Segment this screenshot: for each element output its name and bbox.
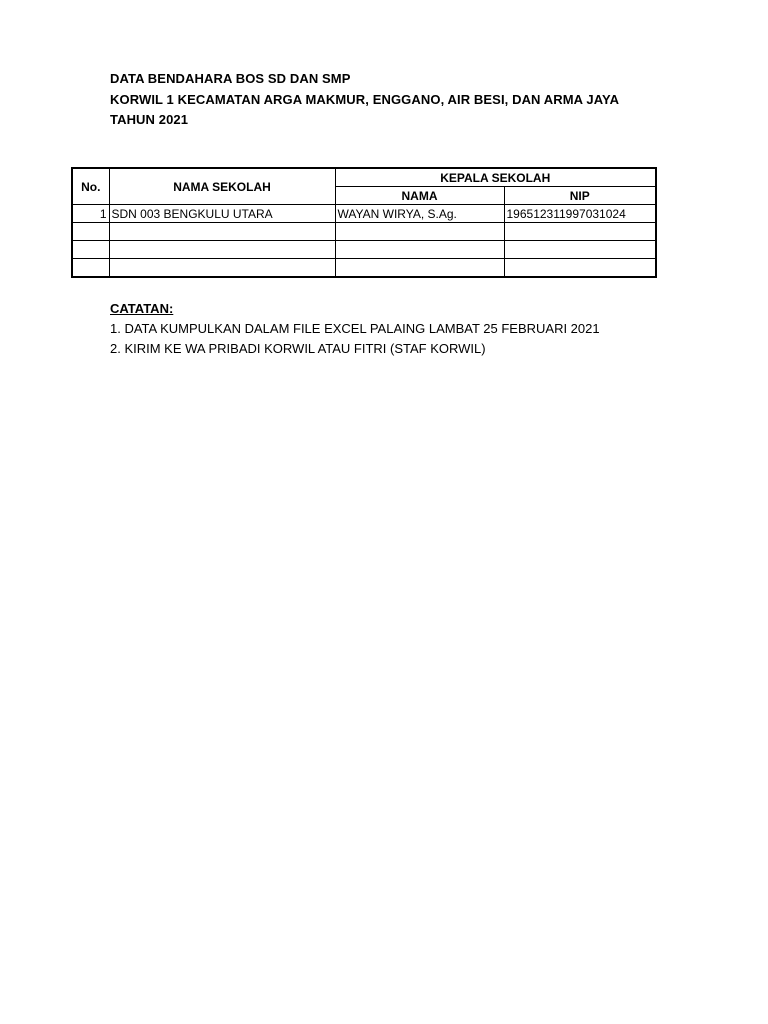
cell-nama (335, 223, 504, 241)
note-item: 2. KIRIM KE WA PRIBADI KORWIL ATAU FITRI (STAF KORWIL) (110, 341, 486, 356)
cell-nip (504, 241, 656, 259)
cell-no (72, 259, 109, 278)
document-year: TAHUN 2021 (110, 112, 189, 127)
cell-nip (504, 223, 656, 241)
cell-no: 1 (72, 205, 109, 223)
table-row (72, 241, 656, 259)
cell-nama-sekolah: SDN 003 BENGKULU UTARA (109, 205, 335, 223)
header-nama: NAMA (335, 187, 504, 205)
header-no: No. (72, 168, 109, 205)
document-subtitle: KORWIL 1 KECAMATAN ARGA MAKMUR, ENGGANO, AIR BESI, DAN ARMA JAYA (110, 92, 620, 107)
table-row (72, 205, 656, 223)
note-item: 1. DATA KUMPULKAN DALAM FILE EXCEL PALAING LAMBAT 25 FEBRUARI 2021 (110, 321, 600, 336)
cell-nama: WAYAN WIRYA, S.Ag. (335, 205, 504, 223)
header-kepala-sekolah: KEPALA SEKOLAH (335, 168, 656, 187)
cell-nama-sekolah (109, 241, 335, 259)
cell-nama (335, 241, 504, 259)
cell-no (72, 223, 109, 241)
table-header-row (72, 168, 656, 187)
table-row (72, 259, 656, 278)
cell-nama-sekolah (109, 223, 335, 241)
cell-nama (335, 259, 504, 278)
cell-no (72, 241, 109, 259)
table-row (72, 223, 656, 241)
cell-nama-sekolah (109, 259, 335, 278)
notes-section (110, 299, 600, 359)
header-nama-sekolah: NAMA SEKOLAH (109, 168, 335, 205)
cell-nip: 196512311997031024 (504, 205, 656, 223)
bendahara-table (71, 167, 657, 278)
header-nip: NIP (504, 187, 656, 205)
notes-title: CATATAN: (110, 301, 174, 316)
document-title: DATA BENDAHARA BOS SD DAN SMP (110, 71, 351, 86)
cell-nip (504, 259, 656, 278)
